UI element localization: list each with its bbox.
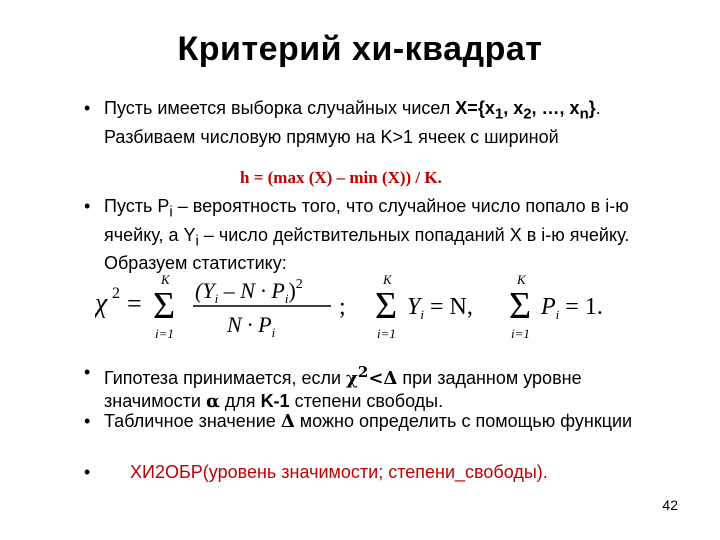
set-label: X={x	[455, 98, 495, 118]
bullet-4-text-b: можно определить с помощью функции	[294, 411, 633, 431]
bullet-dot-icon: •	[84, 411, 91, 431]
formula-semicolon: ;	[339, 294, 346, 320]
fraction-denominator	[226, 312, 276, 340]
slide-title: Критерий хи-квадрат	[177, 30, 543, 68]
bullet-dot-icon: •	[84, 196, 91, 216]
sum1-top: K	[161, 272, 170, 287]
bullet-3-text-c: для	[219, 391, 261, 411]
formula-cell-width: h = (max (X) – min (X)) / K.	[240, 168, 442, 187]
sum2-bottom: i=1	[377, 326, 396, 341]
bullet-1-text-before: Пусть имеется выборка случайных чисел	[104, 98, 456, 118]
set-sub-n: n	[579, 105, 589, 123]
num-sup: 2	[295, 277, 303, 292]
bullet-2-sub-i: i	[169, 203, 173, 221]
formula-chi-sup: 2	[112, 285, 120, 302]
sum2-top: K	[383, 272, 392, 287]
chi-square-formula	[95, 270, 635, 348]
num-mid: – N · P	[218, 278, 285, 303]
bullet-3-text-b: при заданном уровне значимости	[104, 368, 582, 411]
set-sub-1: 1	[494, 105, 504, 123]
sum2-sigma: Σ	[375, 285, 398, 327]
sum3-p-sub: i	[555, 307, 560, 322]
bullet-dot-icon: •	[84, 98, 91, 118]
sum3-bottom: i=1	[511, 326, 530, 341]
sum2-y-sub: i	[420, 307, 424, 322]
bullet-3-text-a: Гипотеза принимается, если	[104, 368, 347, 388]
bullet-sample-definition	[84, 97, 664, 149]
sum3-sigma: Σ	[509, 285, 532, 327]
bullet-1-text-after: . Разбиваем числовую прямую на K>1 ячеек с шириной	[104, 98, 601, 147]
bullet-3-text-d: степени свободы.	[289, 391, 444, 411]
bullet-2-text-b: – вероятность того, что случайное число попало в i-ю ячейку, а Y	[104, 196, 629, 245]
sum2-y: Y	[407, 294, 421, 320]
sum3-eq-one: = 1.	[565, 294, 603, 320]
set-close: }	[588, 98, 596, 118]
set-sep-2: , …, x	[531, 98, 580, 118]
bullet-3-chi: χ	[346, 368, 358, 389]
num-sub-i: i	[214, 291, 219, 306]
set-sep-1: , x	[503, 98, 524, 118]
bullet-4-text-a: Табличное значение	[104, 411, 281, 431]
bullet-dot-icon: •	[84, 462, 91, 482]
sum3-top: K	[517, 272, 526, 287]
sum1-bottom: i=1	[155, 326, 174, 341]
sum3-body	[540, 294, 603, 322]
fraction-numerator	[195, 277, 303, 306]
num-close: )	[288, 278, 296, 303]
den-sub-i: i	[271, 325, 276, 340]
formula-chi: χ	[95, 288, 108, 319]
den-a: N · P	[227, 312, 272, 337]
num-sub-i2: i	[284, 291, 289, 306]
bullet-2-text-c: – число действительных попаданий X в i-ю ячейку. Образуем статистику:	[104, 224, 630, 274]
bullet-3-alpha: α	[205, 391, 220, 412]
bullet-2-sub-i2: i	[195, 232, 199, 250]
bullet-function	[84, 461, 664, 484]
num-open: (Y	[195, 278, 215, 303]
bullet-hypothesis	[84, 361, 664, 413]
set-sub-2: 2	[523, 105, 532, 123]
sum2-eq-n: = N,	[429, 294, 473, 320]
bullet-probability-definition	[84, 195, 664, 275]
bullet-3-lt-delta: <Δ	[368, 368, 398, 389]
bullet-3-sup2: 2	[357, 363, 369, 381]
bullet-3-k1: K-1	[260, 391, 290, 411]
formula-eq: =	[127, 289, 142, 318]
bullet-2-text-a: Пусть P	[104, 196, 170, 216]
bullet-dot-icon: •	[84, 362, 91, 382]
sum2-body	[407, 294, 473, 322]
page-number: 42	[662, 497, 678, 513]
bullet-4-delta: Δ	[280, 411, 295, 432]
bullet-table-value	[84, 410, 664, 433]
sum1-sigma: Σ	[153, 285, 176, 327]
excel-function: ХИ2ОБР(уровень значимости; степени_свободы).	[130, 462, 548, 482]
sum3-p: P	[541, 294, 556, 320]
